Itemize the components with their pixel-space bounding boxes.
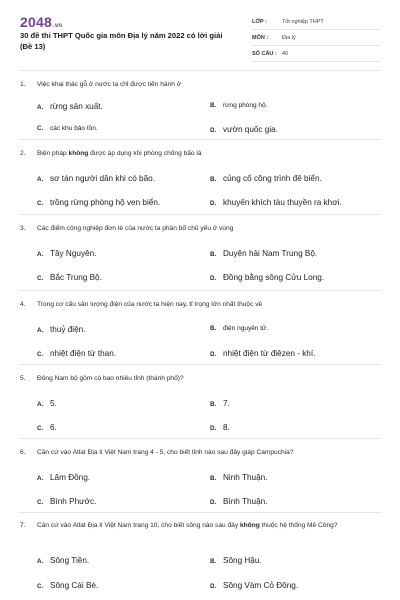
document-header — [0, 0, 400, 78]
option-b[interactable] — [210, 249, 317, 258]
option-text: Đồng bằng sông Cửu Long. — [223, 272, 325, 282]
question-text — [37, 521, 380, 532]
option-text: 7. — [223, 398, 230, 408]
question-number: 7. — [20, 522, 26, 529]
question-text-part: Căn cứ vào Atlat Địa lí Việt Nam trang 10, cho biết sông nào sau đây — [37, 522, 240, 529]
option-letter: D. — [210, 350, 217, 358]
option-letter: A. — [37, 103, 44, 111]
option-letter: B. — [210, 474, 217, 482]
option-letter: C. — [37, 274, 44, 282]
option-c[interactable] — [37, 349, 116, 358]
option-a[interactable] — [37, 556, 89, 565]
option-text: Bắc Trung Bộ. — [50, 272, 102, 282]
site-logo[interactable] — [20, 14, 62, 30]
question-4 — [20, 300, 380, 358]
option-letter: A. — [37, 557, 44, 565]
option-a[interactable] — [37, 249, 96, 258]
option-b[interactable] — [210, 556, 262, 565]
option-letter: C. — [37, 124, 44, 132]
option-text: 5. — [50, 398, 57, 408]
question-number: 3. — [20, 225, 26, 232]
option-letter: A. — [37, 326, 44, 334]
question-1 — [20, 80, 380, 134]
option-d[interactable] — [210, 273, 324, 282]
option-b[interactable] — [210, 325, 268, 332]
option-letter: C. — [37, 350, 44, 358]
question-text-emphasis: không — [68, 150, 89, 157]
question-3 — [20, 224, 380, 282]
option-letter: B. — [210, 400, 217, 408]
option-text: điện nguyên tử. — [223, 324, 269, 332]
question-number: 2. — [20, 150, 26, 157]
meta-row-count — [252, 46, 380, 62]
option-letter: B. — [210, 250, 217, 258]
option-letter: A. — [37, 175, 44, 183]
option-letter: B. — [210, 101, 217, 109]
question-text-emphasis: không — [239, 522, 260, 529]
question-divider — [18, 512, 382, 513]
option-text: củng cố công trình đê biển. — [223, 173, 322, 183]
meta-row-class — [252, 14, 380, 30]
option-text: Sông Hậu. — [223, 555, 262, 565]
option-letter: D. — [210, 582, 217, 590]
option-letter: B. — [210, 557, 217, 565]
option-c[interactable] — [37, 423, 57, 432]
question-text: Trong cơ cấu sản lượng điện của nước ta hiện nay, tỉ trọng lớn nhất thuộc về — [37, 301, 263, 308]
option-b[interactable] — [210, 174, 322, 183]
option-letter: D. — [210, 498, 217, 506]
option-a[interactable] — [37, 473, 90, 482]
option-letter: D. — [210, 424, 217, 432]
document-meta — [252, 14, 380, 62]
option-letter: C. — [37, 498, 44, 506]
option-a[interactable] — [37, 325, 86, 334]
option-text: khuyến khích tàu thuyền ra khơi. — [223, 197, 342, 207]
option-text: Ninh Thuận. — [223, 472, 268, 482]
question-2 — [20, 149, 380, 207]
question-text: Các điểm công nghiệp đơn lẻ của nước ta phân bố chủ yếu ở vùng — [37, 225, 234, 232]
option-c[interactable] — [37, 273, 102, 282]
option-text: các khu bảo tồn. — [50, 124, 98, 132]
meta-value: 40 — [282, 50, 289, 57]
question-divider — [18, 290, 382, 291]
question-number: 4. — [20, 301, 26, 308]
question-7 — [20, 521, 380, 590]
option-letter: D. — [210, 199, 217, 207]
question-number: 6. — [20, 449, 26, 456]
option-d[interactable] — [210, 497, 267, 506]
option-text: rừng phòng hộ. — [223, 101, 268, 109]
option-text: Sông Cái Bè. — [50, 580, 99, 590]
question-text-part: Biện pháp — [37, 150, 69, 157]
option-d[interactable] — [210, 125, 278, 134]
option-a[interactable] — [37, 399, 57, 408]
question-divider — [18, 364, 382, 365]
logo-number: 2048 — [20, 14, 52, 30]
option-letter: C. — [37, 582, 44, 590]
question-text: Đông Nam bộ gồm có bao nhiêu tỉnh (thành phố)? — [37, 375, 184, 382]
option-text: Tây Nguyên. — [50, 248, 97, 258]
meta-row-subject — [252, 30, 380, 46]
document-title: 30 đề thi THPT Quốc gia môn Địa lý năm 2022 có lời giải (Đề 13) — [20, 31, 223, 51]
question-text: Căn cứ vào Atlat Địa lí Việt Nam trang 4 - 5, cho biết tỉnh nào sau đây giáp Campuchia? — [37, 449, 294, 456]
option-c[interactable] — [37, 125, 98, 132]
option-b[interactable] — [210, 102, 267, 109]
question-6 — [20, 448, 380, 506]
meta-key: LỚP : — [252, 18, 267, 25]
option-text: vườn quốc gia. — [223, 124, 279, 134]
meta-value: Tốt nghiệp THPT — [282, 18, 324, 25]
option-letter: A. — [37, 400, 44, 408]
question-text-part: thuộc hệ thống Mê Công? — [259, 522, 338, 529]
question-text: Việc khai thác gỗ ở nước ta chỉ được tiến hành ở — [37, 81, 182, 88]
option-text: 8. — [223, 422, 230, 432]
question-text-part: được áp dụng khi phòng chống bão là — [88, 150, 202, 157]
option-d[interactable] — [210, 423, 230, 432]
option-c[interactable] — [37, 497, 96, 506]
option-text: nhiệt điện từ điêzen - khí. — [223, 348, 316, 358]
option-text: Bình Thuận. — [223, 496, 268, 506]
option-text: nhiệt điện từ than. — [50, 348, 117, 358]
option-d[interactable] — [210, 581, 298, 590]
question-text — [37, 149, 380, 160]
option-text: Lâm Đồng. — [50, 472, 91, 482]
question-number: 1. — [20, 81, 26, 88]
option-text: 6. — [50, 422, 57, 432]
option-letter: B. — [210, 175, 217, 183]
option-text: thuỷ điện. — [50, 324, 86, 334]
meta-value: Địa lý — [282, 34, 296, 41]
option-a[interactable] — [37, 102, 103, 111]
option-letter: D. — [210, 274, 217, 282]
option-text: Duyên hải Nam Trung Bộ. — [223, 248, 318, 258]
option-letter: B. — [210, 324, 217, 332]
question-number: 5. — [20, 375, 26, 382]
option-letter: A. — [37, 250, 44, 258]
option-letter: A. — [37, 474, 44, 482]
option-a[interactable] — [37, 174, 155, 183]
option-text: sơ tán người dân khi có bão. — [50, 173, 155, 183]
question-divider — [18, 438, 382, 439]
header-divider — [18, 70, 382, 71]
question-divider — [18, 214, 382, 215]
option-b[interactable] — [210, 399, 230, 408]
option-d[interactable] — [210, 198, 342, 207]
option-c[interactable] — [37, 198, 160, 207]
logo-suffix: .vn — [52, 23, 63, 29]
option-text: Sông Tiền. — [50, 555, 90, 565]
option-text: Sông Vàm Cỏ Đông. — [223, 580, 299, 590]
option-b[interactable] — [210, 473, 267, 482]
question-divider — [18, 139, 382, 140]
option-letter: D. — [210, 126, 217, 134]
meta-key: SỐ CÂU : — [252, 50, 277, 57]
option-text: Bình Phước. — [50, 496, 97, 506]
question-5 — [20, 374, 380, 432]
option-letter: C. — [37, 199, 44, 207]
option-text: rừng sản xuất. — [50, 101, 103, 111]
meta-key: MÔN : — [252, 34, 269, 41]
option-letter: C. — [37, 424, 44, 432]
option-c[interactable] — [37, 581, 98, 590]
option-d[interactable] — [210, 349, 315, 358]
option-text: trồng rừng phòng hộ ven biển. — [50, 197, 161, 207]
